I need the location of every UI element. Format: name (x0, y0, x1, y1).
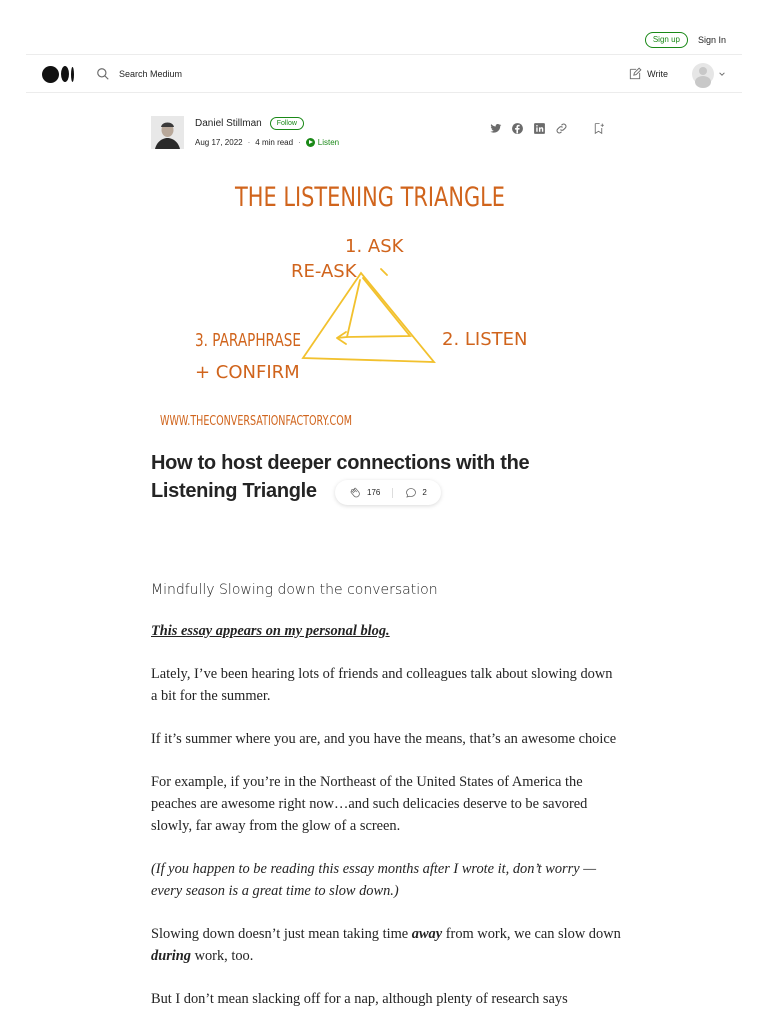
article-subtitle: Mindfully Slowing down the conversation (151, 582, 438, 598)
play-icon (306, 138, 315, 147)
paragraph (151, 858, 621, 902)
facebook-icon[interactable] (511, 122, 524, 135)
avatar (692, 63, 714, 85)
illustration-step1: 1. ASK (345, 236, 404, 257)
illustration-step3: 3. PARAPHRASE (195, 330, 301, 351)
linkedin-icon[interactable] (533, 122, 546, 135)
follow-button[interactable]: Follow (270, 117, 304, 130)
sign-in-link[interactable]: Sign In (697, 35, 726, 45)
clap-button[interactable] (349, 486, 380, 499)
italic-note: (If you happen to be reading this essay months after I wrote it, don’t worry — every season is a great time to slow down.) (151, 861, 597, 899)
bookmark-add-icon[interactable] (592, 122, 605, 135)
divider (26, 92, 742, 93)
illustration-confirm: + CONFIRM (195, 362, 300, 383)
medium-logo[interactable] (42, 66, 74, 83)
article-body (151, 620, 621, 1031)
search-input[interactable] (119, 69, 259, 79)
divider (26, 54, 742, 55)
meta-separator: · (247, 138, 251, 147)
clap-count: 176 (367, 488, 381, 497)
top-auth-bar (645, 32, 726, 48)
listen-button[interactable] (306, 138, 339, 147)
write-icon (628, 67, 642, 81)
paragraph (151, 620, 621, 642)
personal-blog-link[interactable]: This essay appears on my personal blog. (151, 623, 390, 639)
link-icon[interactable] (555, 122, 568, 135)
write-label: Write (647, 69, 668, 79)
profile-menu[interactable] (692, 63, 726, 85)
paragraph: If it’s summer where you are, and you have the means, that’s an awesome choice (151, 731, 617, 747)
read-time: 4 min read (255, 138, 294, 147)
twitter-icon[interactable] (489, 122, 502, 135)
responses-button[interactable] (405, 487, 426, 499)
author-name[interactable]: Daniel Stillman (195, 118, 262, 129)
main-nav (26, 60, 742, 88)
author-row (151, 114, 605, 150)
author-name-row (195, 117, 304, 130)
write-button[interactable] (628, 67, 668, 81)
listen-label: Listen (317, 138, 340, 147)
illustration-website: WWW.THECONVERSATIONFACTORY.COM (160, 414, 352, 429)
chevron-down-icon (718, 70, 726, 78)
search-icon (96, 67, 110, 81)
illustration-reask: RE-ASK (291, 261, 357, 282)
triangle-shape (303, 269, 434, 362)
illustration-step2: 2. LISTEN (442, 329, 528, 350)
author-avatar[interactable] (151, 116, 184, 149)
text-run: from work, we can slow down (442, 926, 621, 942)
listening-triangle-illustration (151, 170, 528, 440)
nav-actions (628, 63, 726, 85)
text-run: work, too. (191, 948, 254, 964)
emphasis-away: away (411, 926, 443, 942)
text-run: Slowing down doesn’t just mean taking time (151, 926, 412, 942)
clap-icon (349, 486, 362, 499)
paragraph: Lately, I’ve been hearing lots of friends and colleagues talk about slowing down a bit for the summer. (151, 666, 613, 704)
paragraph: But I don’t mean slacking off for a nap, although plenty of research says (151, 991, 568, 1007)
share-actions (489, 122, 605, 135)
illustration-title: THE LISTENING TRIANGLE (234, 182, 506, 213)
paragraph (151, 923, 621, 967)
stats-divider (392, 488, 393, 498)
article-meta (195, 138, 339, 147)
response-count: 2 (422, 488, 427, 497)
paragraph: For example, if you’re in the Northeast of the United States of America the peaches are awesome right now…and such delicacies deserve to be savored slowly, far away from the glow of a screen. (151, 774, 588, 834)
sign-up-button[interactable]: Sign up (645, 32, 688, 48)
engagement-bar (335, 480, 441, 505)
author-portrait (151, 116, 184, 149)
emphasis-during: during (151, 948, 191, 964)
search-bar (96, 67, 259, 81)
comment-icon (405, 487, 417, 499)
publish-date: Aug 17, 2022 (195, 138, 243, 147)
meta-separator: · (298, 138, 301, 147)
article-headline: How to host deeper connections with the Listening Triangle (151, 452, 530, 502)
